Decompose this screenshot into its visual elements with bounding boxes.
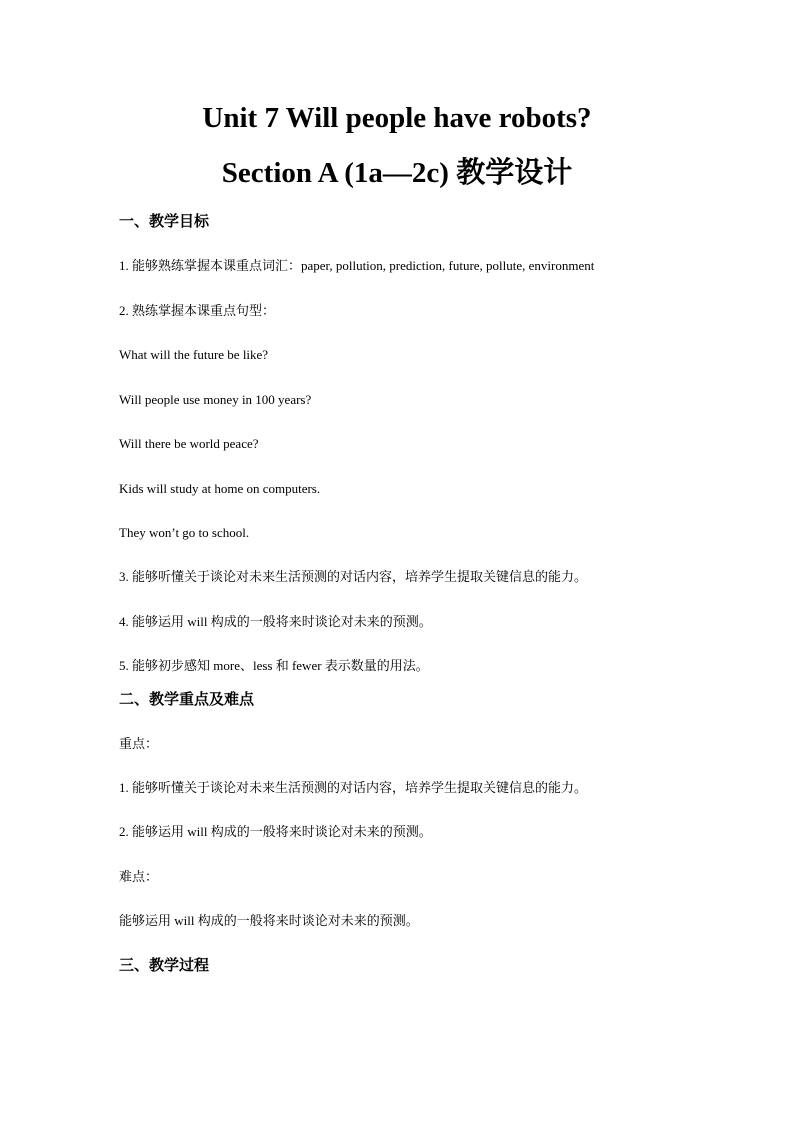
key-sentence-line: What will the future be like?	[119, 347, 269, 362]
objective-line: 4. 能够运用 will 构成的一般将来时谈论对未来的预测。	[119, 614, 432, 629]
key-points-label: 重点：	[119, 736, 159, 751]
key-sentence-line: Will there be world peace?	[119, 436, 259, 451]
key-sentence-line: Will people use money in 100 years?	[119, 392, 312, 407]
key-sentence-line: They won’t go to school.	[119, 525, 250, 540]
key-sentence-line: Kids will study at home on computers.	[119, 481, 321, 496]
key-point-line: 1. 能够听懂关于谈论对未来生活预测的对话内容，培养学生提取关键信息的能力。	[119, 780, 588, 795]
document-title-line2: Section A (1a—2c) 教学设计	[221, 157, 573, 189]
difficulty-line: 能够运用 will 构成的一般将来时谈论对未来的预测。	[119, 913, 419, 928]
objective-line: 5. 能够初步感知 more、less 和 fewer 表示数量的用法。	[119, 658, 429, 673]
objective-line: 3. 能够听懂关于谈论对未来生活预测的对话内容，培养学生提取关键信息的能力。	[119, 569, 588, 584]
objective-line: 2. 熟练掌握本课重点句型：	[119, 303, 276, 318]
section-heading-process: 三、教学过程	[119, 956, 210, 974]
difficulty-label: 难点：	[119, 869, 159, 884]
document-title-line1: Unit 7 Will people have robots?	[202, 102, 592, 134]
objective-line: 1. 能够熟练掌握本课重点词汇：paper, pollution, prediction, future, pollute, environment	[119, 258, 595, 273]
section-heading-key-points: 二、教学重点及难点	[119, 690, 255, 708]
section-heading-objectives: 一、教学目标	[119, 212, 210, 230]
key-point-line: 2. 能够运用 will 构成的一般将来时谈论对未来的预测。	[119, 824, 432, 839]
